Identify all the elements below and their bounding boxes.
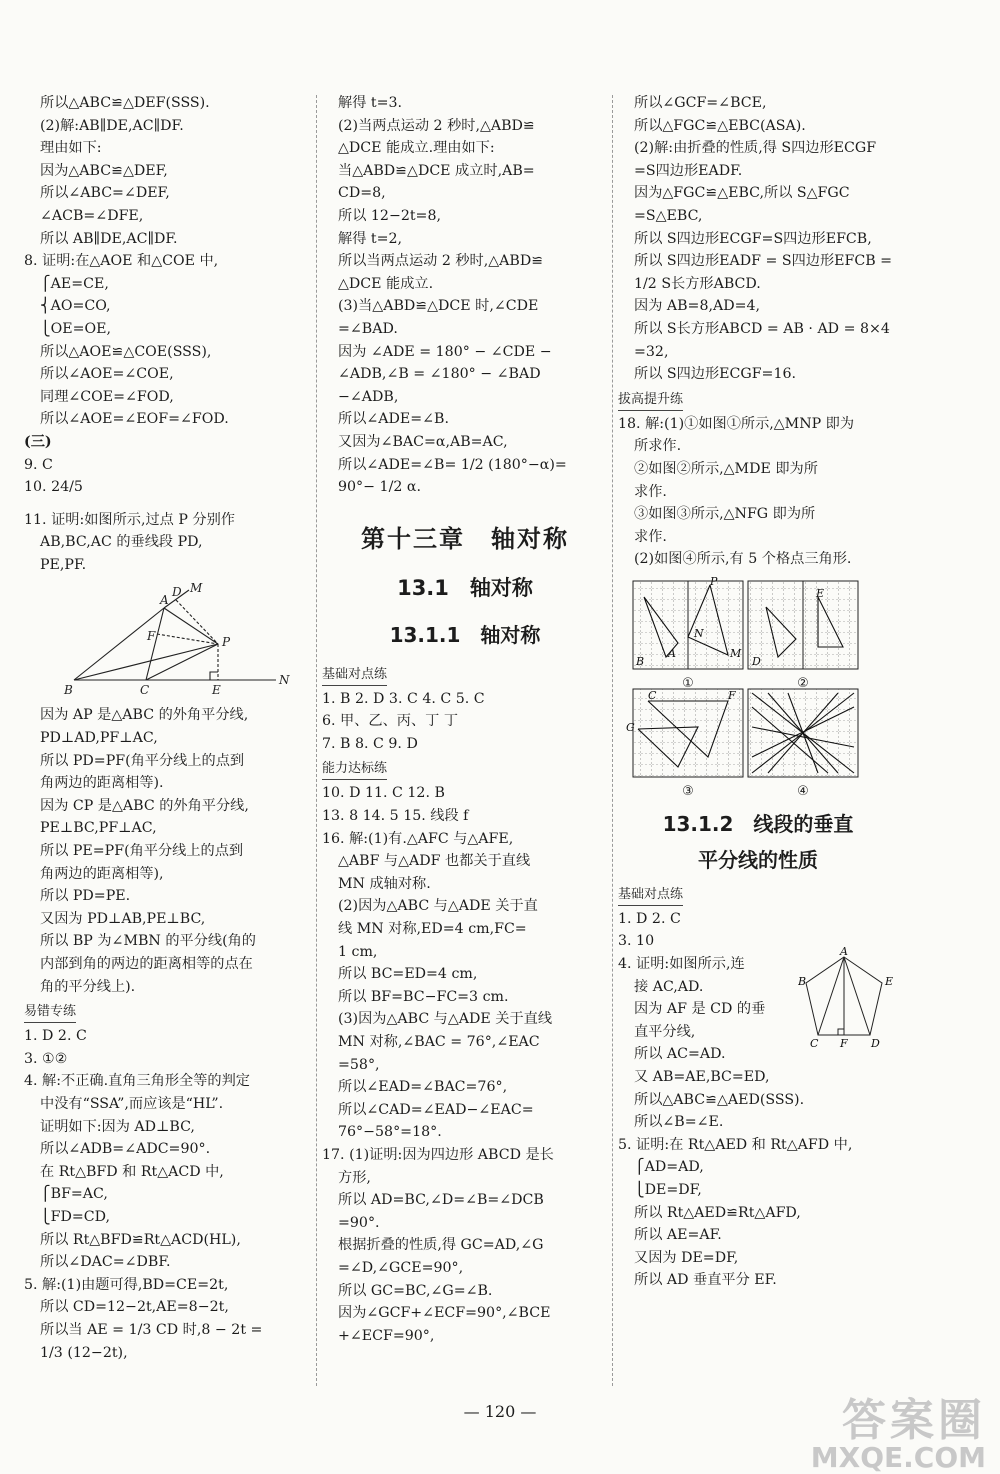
- text-line: 因为∠GCF+∠ECF=90°,∠BCE: [338, 1305, 551, 1322]
- question-16-head: 16. 解:(1)有.△AFC 与△AFE,: [322, 830, 514, 847]
- text-line: ⎩FD=CD,: [40, 1208, 110, 1225]
- section-heading: 基础对点练: [322, 665, 387, 686]
- figure-label: M: [730, 646, 742, 660]
- text-line: 76°−58°=18°.: [338, 1124, 442, 1141]
- text-line: 所以∠GCF=∠BCE,: [634, 95, 767, 111]
- figure-label: M: [190, 582, 203, 596]
- figure-label: D: [172, 585, 182, 600]
- text-line: 所以 AE=AF.: [634, 1227, 722, 1244]
- text-line: 所以△ABC≌△AED(SSS).: [634, 1091, 805, 1108]
- question-5-head: 5. 证明:在 Rt△AED 和 Rt△AFD 中,: [618, 1136, 853, 1153]
- text-line: PE⊥BC,PF⊥AC,: [40, 820, 157, 837]
- text-line: 证明如下:因为 AD⊥BC,: [40, 1118, 195, 1135]
- answer-10: 10. 24/5: [24, 479, 83, 496]
- text-line: 接 AC,AD.: [634, 978, 704, 995]
- part-heading: (三): [24, 433, 52, 450]
- watermark-text: 答案圈: [842, 1395, 986, 1446]
- text-line: 又因为 PD⊥AB,PE⊥BC,: [40, 910, 206, 927]
- text-line: 解得 t=2,: [338, 230, 403, 247]
- answer-line: 1. D 2. C: [24, 1028, 87, 1045]
- figure-label: G: [626, 720, 635, 734]
- text-line: 所以 BF=BC−FC=3 cm.: [338, 988, 509, 1005]
- text-line: 又因为∠BAC=α,AB=AC,: [338, 433, 508, 450]
- text-line: 在 Rt△BFD 和 Rt△ACD 中,: [40, 1163, 224, 1180]
- answer-block: [618, 92, 898, 386]
- text-line: (2)解:AB∥DE,AC∥DF.: [40, 117, 184, 134]
- text-line: 角的平分线上).: [40, 978, 136, 995]
- question-11-line: PE,PF.: [40, 556, 87, 573]
- figure-label: P: [222, 635, 231, 650]
- text-line: 所以 S四边形EADF = S四边形EFCB =: [634, 253, 893, 270]
- figure-label: D: [871, 1037, 880, 1051]
- text-line: 因为△ABC≌△DEF,: [40, 162, 168, 179]
- figure-label: C: [140, 683, 150, 698]
- column-divider: [316, 95, 317, 1386]
- column-right: [618, 92, 898, 1292]
- question-4-head: 4. 证明:如图所示,连: [618, 956, 745, 973]
- text-line: 所以∠CAD=∠EAD−∠EAC=: [338, 1101, 534, 1118]
- text-line: 同理∠COE=∠FOD,: [40, 388, 174, 405]
- figure-caption: ①: [682, 675, 694, 691]
- text-line: 因为 ∠ADE = 180° − ∠CDE −: [338, 343, 552, 360]
- figure-label: A: [160, 593, 169, 608]
- text-line: △DCE 能成立.理由如下:: [338, 140, 495, 157]
- text-line: 又因为 DE=DF,: [634, 1249, 739, 1266]
- figure-caption: ④: [797, 783, 809, 799]
- text-line: 7. B 8. C 9. D: [322, 735, 418, 752]
- answer-block: [618, 1156, 898, 1292]
- text-line: 所以∠ADE=∠B= 1/2 (180°−α)=: [338, 456, 567, 473]
- text-line: 因为△FGC≌△EBC,所以 S△FGC: [634, 185, 850, 202]
- answer-block: [322, 688, 608, 756]
- text-line: 3. 10: [618, 933, 655, 950]
- text-line: =S四边形EADF.: [634, 162, 743, 179]
- text-line: 10. D 11. C 12. B: [322, 785, 445, 802]
- figure-label: C: [648, 688, 657, 702]
- answer-block: [24, 704, 314, 998]
- figure-label: F: [840, 1037, 848, 1051]
- figure-label: C: [810, 1037, 819, 1051]
- text-line: 6. 甲、乙、丙、丁 丁: [322, 713, 459, 730]
- text-line: ⎨AO=CO,: [40, 298, 111, 315]
- answer-block: [24, 1296, 314, 1364]
- text-line: 所以△AOE≌△COE(SSS),: [40, 343, 212, 360]
- column-left: [24, 92, 314, 1364]
- text-line: =90°.: [338, 1214, 380, 1231]
- text-line: 因为 AP 是△ABC 的外角平分线,: [40, 707, 249, 724]
- text-line: 根据折叠的性质,得 GC=AD,∠G: [338, 1237, 544, 1254]
- text-line: ∠ADB,∠B = ∠180° − ∠BAD: [338, 366, 541, 383]
- figure-label: E: [816, 586, 825, 600]
- text-line: 理由如下:: [40, 140, 102, 157]
- text-line: 又 AB=AE,BC=ED,: [634, 1069, 770, 1086]
- question-18-head: 18. 解:(1)①如图①所示,△MNP 即为: [618, 415, 855, 432]
- text-line: ⎧BF=AC,: [40, 1186, 108, 1203]
- text-line: 1/3 (12−2t),: [40, 1344, 128, 1361]
- text-line: 角两边的距离相等).: [40, 775, 164, 792]
- text-line: 因为 CP 是△ABC 的外角平分线,: [40, 797, 249, 814]
- figure-label: E: [212, 683, 221, 698]
- answer-block: [618, 435, 898, 571]
- text-line: 1. D 2. C: [618, 910, 681, 927]
- text-line: 所以∠AOE=∠COE,: [40, 366, 174, 383]
- text-line: 所以△FGC≌△EBC(ASA).: [634, 117, 806, 134]
- text-line: ⎧AE=CE,: [40, 275, 109, 292]
- text-line: 1. B 2. D 3. C 4. C 5. C: [322, 690, 485, 707]
- text-line: 所以 AB∥DE,AC∥DF.: [40, 230, 178, 247]
- text-line: 所以 PD=PF(角平分线上的点到: [40, 752, 245, 769]
- text-line: 13. 8 14. 5 15. 线段 f: [322, 808, 469, 825]
- text-line: −∠ADB,: [338, 388, 399, 405]
- subsection-title: 平分线的性质: [698, 847, 818, 872]
- text-line: 所以 S四边形ECGF=S四边形EFCB,: [634, 230, 872, 247]
- text-line: MN 对称,∠BAC = 76°,∠EAC: [338, 1034, 540, 1050]
- answer-block: [24, 92, 314, 250]
- text-line: 中没有“SSA”,而应该是“HL”.: [40, 1095, 224, 1112]
- text-line: 所以 PE=PF(角平分线上的点到: [40, 843, 244, 860]
- text-line: 所以 BP 为∠MBN 的平分线(角的: [40, 933, 256, 950]
- text-line: PD⊥AD,PF⊥AC,: [40, 730, 158, 747]
- answer-line: 3. ①②: [24, 1050, 68, 1067]
- figure-caption: ②: [797, 675, 809, 691]
- answer-block: [24, 1093, 314, 1274]
- figure-label: F: [728, 688, 736, 702]
- text-line: 线 MN 对称,ED=4 cm,FC=: [338, 921, 527, 938]
- column-divider: [612, 95, 613, 1386]
- section-heading: 基础对点练: [618, 885, 683, 906]
- figure-label: E: [885, 975, 894, 989]
- angle-bisector-figure: [24, 582, 294, 698]
- text-line: 所以 S四边形ECGF=16.: [634, 366, 797, 383]
- text-line: 所以∠DAC=∠DBF.: [40, 1254, 171, 1271]
- text-line: 求作.: [634, 483, 667, 500]
- pentagon-figure: [798, 947, 894, 1051]
- answer-block: [322, 782, 608, 827]
- text-line: 所以∠ADB=∠ADC=90°.: [40, 1141, 211, 1158]
- text-line: ∠ACB=∠DFE,: [40, 207, 144, 224]
- text-line: MN 成轴对称.: [338, 875, 431, 892]
- answer-block: [322, 1167, 608, 1348]
- text-line: 所以 BC=ED=4 cm,: [338, 966, 478, 983]
- column-middle: [322, 92, 608, 1347]
- text-line: 因为 AF 是 CD 的垂: [634, 1001, 766, 1018]
- text-line: 90°− 1/2 α.: [338, 479, 421, 496]
- text-line: (2)因为△ABC 与△ADE 关于直: [338, 898, 538, 915]
- text-line: 所以∠B=∠E.: [634, 1114, 724, 1131]
- question-5-head: 5. 解:(1)由题可得,BD=CE=2t,: [24, 1276, 229, 1293]
- text-line: 所求作.: [634, 438, 682, 455]
- text-line: 所以 AD=BC,∠D=∠B=∠DCB: [338, 1192, 544, 1209]
- text-line: 所以 GC=BC,∠G=∠B.: [338, 1282, 493, 1299]
- text-line: 所以 12−2t=8,: [338, 207, 441, 224]
- text-line: △ABF 与△ADF 也都关于直线: [338, 853, 531, 870]
- section-heading: 拔高提升练: [618, 390, 683, 411]
- figure-label: F: [147, 629, 156, 644]
- text-line: 求作.: [634, 528, 667, 545]
- text-line: =58°,: [338, 1056, 380, 1073]
- section-heading: 易错专练: [24, 1002, 76, 1023]
- question-17-head: 17. (1)证明:因为四边形 ABCD 是长: [322, 1146, 554, 1163]
- text-line: 所以 CD=12−2t,AE=8−2t,: [40, 1299, 229, 1316]
- figure-label: B: [636, 654, 645, 668]
- question-4-head: 4. 解:不正确.直角三角形全等的判定: [24, 1073, 250, 1090]
- figure-label: B: [798, 975, 807, 989]
- text-line: (3)因为△ABC 与△ADE 关于直线: [338, 1011, 553, 1028]
- answer-9: 9. C: [24, 456, 53, 473]
- text-line: =S△EBC,: [634, 207, 703, 224]
- text-line: ②如图②所示,△MDE 即为所: [634, 460, 818, 477]
- text-line: =∠D,∠GCE=90°,: [338, 1259, 464, 1276]
- answer-block: [322, 850, 608, 1144]
- text-line: =∠BAD.: [338, 320, 398, 337]
- text-line: 当△ABD≌△DCE 成立时,AB=: [338, 162, 535, 179]
- text-line: 内部到角的两边的距离相等的点在: [40, 956, 253, 972]
- text-line: +∠ECF=90°,: [338, 1327, 435, 1344]
- figure-caption: ③: [682, 783, 694, 799]
- grid-figures: [618, 577, 868, 801]
- subsection-title: 13.1.1 轴对称: [389, 622, 541, 647]
- text-line: 所以∠AOE=∠EOF=∠FOD.: [40, 411, 229, 428]
- text-line: 方形,: [338, 1169, 371, 1186]
- text-line: 所以 AD 垂直平分 EF.: [634, 1272, 777, 1289]
- text-line: ⎩OE=OE,: [40, 320, 112, 337]
- figure-label: P: [710, 576, 718, 588]
- text-line: 所以当两点运动 2 秒时,△ABD≌: [338, 253, 544, 270]
- answer-block: [24, 273, 314, 431]
- page-number: — 120 —: [463, 1402, 537, 1421]
- text-line: 所以当 AE = 1/3 CD 时,8 − 2t =: [40, 1321, 263, 1338]
- text-line: CD=8,: [338, 185, 386, 202]
- text-line: 所以 Rt△BFD≌Rt△ACD(HL),: [40, 1231, 241, 1248]
- text-line: ⎩DE=DF,: [634, 1182, 702, 1198]
- text-line: ⎧AD=AD,: [634, 1159, 704, 1176]
- text-line: △DCE 能成立.: [338, 275, 434, 292]
- text-line: 所以 S长方形ABCD = AB · AD = 8×4: [634, 320, 890, 337]
- text-line: 直平分线,: [634, 1023, 696, 1040]
- figure-label: B: [64, 683, 73, 698]
- chapter-title: 第十三章 轴对称: [361, 524, 569, 553]
- watermark-url: MXQE.COM: [810, 1441, 986, 1474]
- figure-label: N: [694, 626, 704, 640]
- text-line: (2)解:由折叠的性质,得 S四边形ECGF: [634, 140, 877, 157]
- text-line: 解得 t=3.: [338, 95, 403, 111]
- figure-label: A: [840, 947, 848, 959]
- text-line: 所以∠ABC=∠DEF,: [40, 185, 170, 202]
- answer-block: [322, 92, 608, 499]
- question-11-line: AB,BC,AC 的垂线段 PD,: [40, 534, 203, 551]
- text-line: (2)当两点运动 2 秒时,△ABD≌: [338, 117, 535, 134]
- section-heading: 能力达标练: [322, 759, 387, 780]
- text-line: ③如图③所示,△NFG 即为所: [634, 506, 816, 523]
- text-line: 所以∠ADE=∠B.: [338, 411, 449, 428]
- text-line: 所以∠EAD=∠BAC=76°,: [338, 1079, 508, 1096]
- text-line: 1 cm,: [338, 943, 378, 960]
- text-line: =32,: [634, 343, 669, 360]
- figure-label: N: [279, 673, 290, 688]
- text-line: (3)当△ABD≌△DCE 时,∠CDE: [338, 298, 539, 315]
- subsection-title: 13.1.2 线段的垂直: [662, 811, 854, 836]
- figure-label: D: [752, 654, 761, 668]
- text-line: (2)如图④所示,有 5 个格点三角形.: [634, 551, 852, 568]
- text-line: 所以 PD=PE.: [40, 888, 131, 905]
- text-line: 所以△ABC≌△DEF(SSS).: [40, 95, 210, 111]
- question-11-head: 11. 证明:如图所示,过点 P 分别作: [24, 511, 235, 528]
- text-line: 1/2 S长方形ABCD.: [634, 275, 761, 292]
- figure-label: A: [668, 646, 676, 660]
- section-title: 13.1 轴对称: [397, 575, 533, 600]
- watermark-logo: [810, 1395, 986, 1474]
- text-line: 角两边的距离相等),: [40, 865, 164, 882]
- text-line: 因为 AB=8,AD=4,: [634, 298, 761, 315]
- text-line: 所以 AC=AD.: [634, 1046, 726, 1063]
- question-8-head: 8. 证明:在△AOE 和△COE 中,: [24, 253, 219, 270]
- text-line: 所以 Rt△AED≌Rt△AFD,: [634, 1204, 801, 1221]
